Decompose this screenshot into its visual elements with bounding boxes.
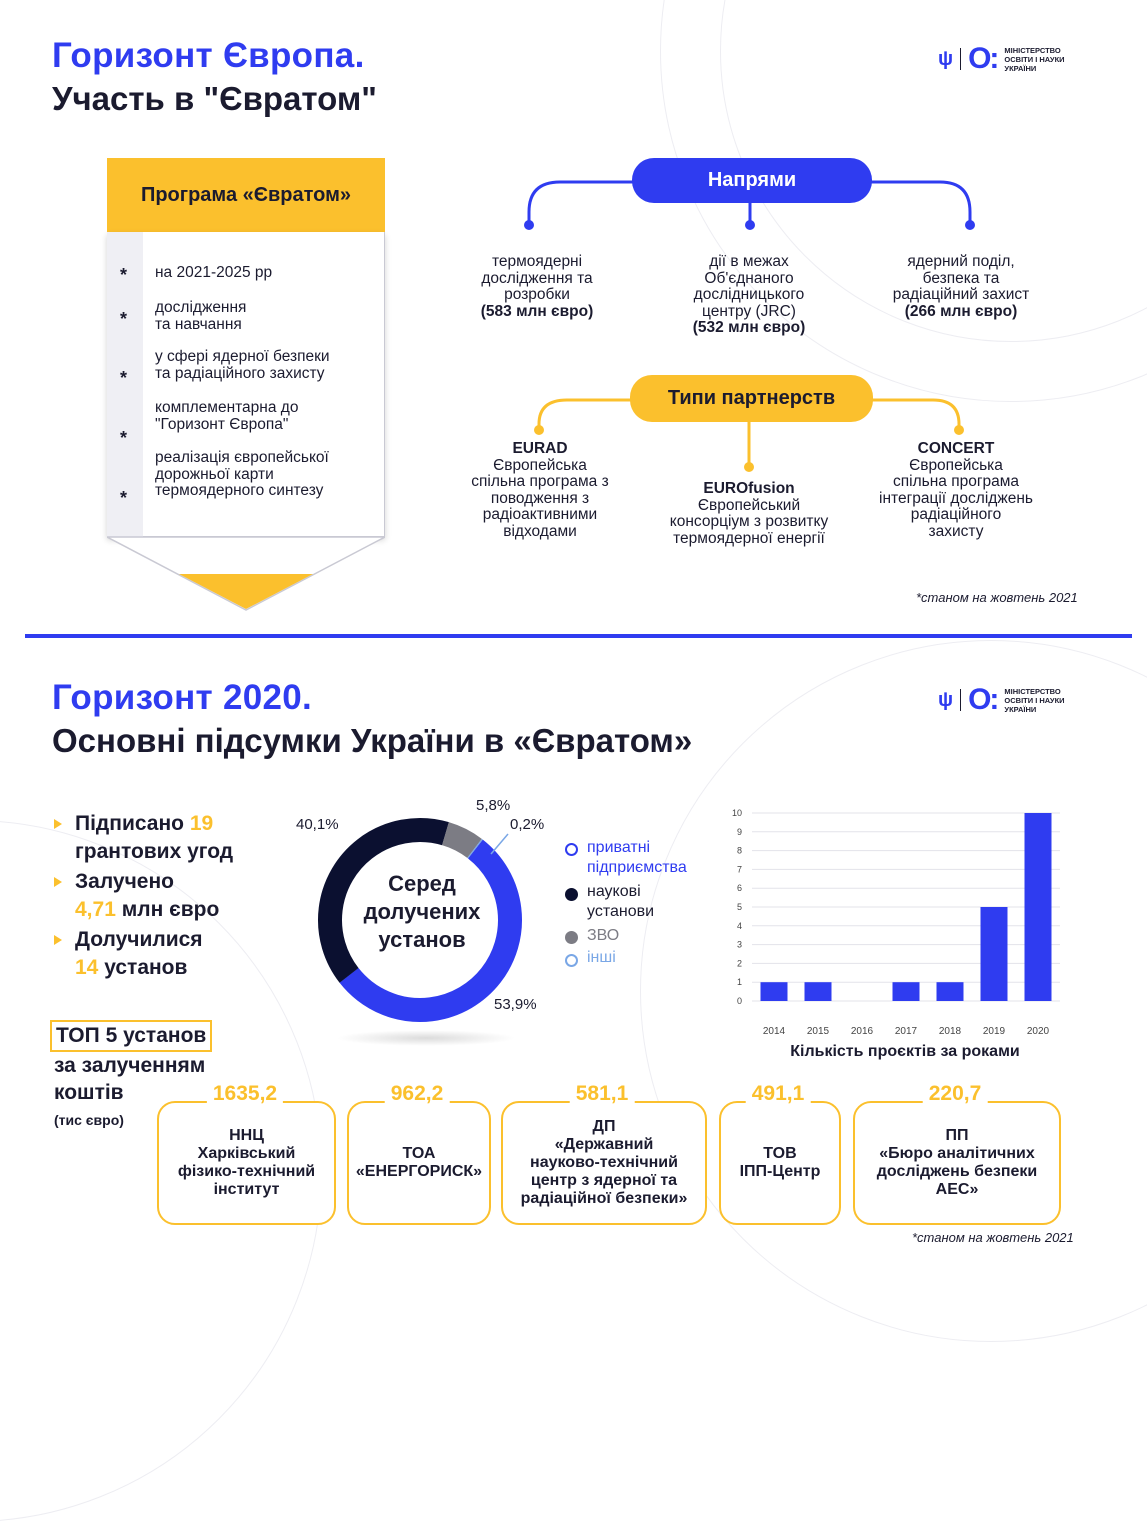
direction-item (664, 254, 834, 337)
partnership-text: Європейська спільна програма інтеграції досліджень радіаційного захисту (879, 456, 1033, 540)
logo-separator (960, 48, 961, 70)
x-tick-label: 2020 (1026, 1026, 1050, 1037)
partnership-item (646, 481, 852, 547)
bullet-star: * (120, 368, 128, 388)
program-item: дослідження та навчання (155, 299, 247, 333)
top5-subheading (54, 1052, 205, 1106)
partnership-item (858, 441, 1054, 540)
top5-card-value: 962,2 (385, 1082, 450, 1106)
program-item: реалізація європейської дорожньої карти термоядерного синтезу (155, 449, 329, 499)
program-heading: Програма «Євратом» (107, 158, 385, 232)
donut-leader-line (486, 830, 516, 860)
bar-chart-xlabel: Кількість проєктів за роками (790, 1043, 1020, 1060)
kpi-institutions (75, 926, 203, 982)
kpi-marker (54, 935, 62, 945)
direction-amount: (583 млн євро) (480, 302, 594, 320)
bar-chart (720, 800, 1070, 1050)
direction-amount: (266 млн євро) (904, 302, 1018, 320)
y-tick-label: 5 (736, 902, 742, 912)
bar-2020 (1025, 813, 1052, 1001)
partnership-text: Європейська спільна програма з поводження з радіоактивними відходами (471, 456, 609, 540)
logo-text-line: ОСВІТИ І НАУКИ (1004, 54, 1065, 64)
top5-card (157, 1101, 336, 1225)
partnerships-label: Типи партнерств (630, 375, 873, 422)
partnership-name: EURAD (512, 440, 568, 457)
kpi-value: 19 (189, 812, 214, 835)
partnership-name: EUROfusion (703, 480, 795, 497)
direction-text: термоядерні дослідження та розробки (481, 253, 593, 303)
bar-2014 (761, 982, 788, 1001)
kpi-text: грантових угод (75, 840, 234, 863)
x-tick-label: 2018 (938, 1026, 962, 1037)
legend-label: приватні підприємства (587, 839, 687, 876)
legend-dot (565, 888, 578, 901)
legend-dot (565, 843, 578, 856)
donut-center-line: установ (378, 927, 466, 952)
donut-center-line: долучених (363, 899, 481, 924)
y-tick-label: 2 (736, 958, 742, 969)
donut-label-science: 40,1% (296, 816, 339, 833)
partnership-item (452, 441, 628, 540)
donut-label-other: 0,2% (510, 816, 545, 833)
kpi-grants (75, 810, 233, 866)
logo-text-line: УКРАЇНИ (1004, 63, 1037, 73)
logo-text (1004, 687, 1064, 714)
kpi-value: 4,71 (75, 898, 116, 921)
direction-amount: (532 млн євро) (692, 319, 806, 336)
kpi-value: 14 (75, 956, 99, 979)
y-tick-label: 9 (736, 826, 742, 837)
logo-text-line: МІНІСТЕРСТВО (1004, 686, 1061, 696)
x-tick-label: 2015 (806, 1026, 830, 1037)
donut-shadow (336, 1030, 516, 1046)
partnership-text: Європейський консорціум з розвитку термоядерної енергії (669, 496, 829, 547)
legend-label: інші (587, 949, 616, 966)
y-tick-label: 0 (736, 996, 742, 1006)
kpi-text: Залучено (75, 870, 174, 893)
direction-item (452, 254, 622, 320)
kpi-text: млн євро (115, 898, 220, 921)
y-tick-label: 8 (736, 845, 742, 856)
direction-text: ядерний поділ, безпека та радіаційний захист (892, 253, 1030, 303)
top5-subheading-line: за залученням (54, 1054, 206, 1077)
logo-text-line: УКРАЇНИ (1004, 704, 1037, 714)
top5-card-name: ДП «Державний науково-технічний центр з ядерної та радіаційної безпеки» (520, 1118, 688, 1207)
top5-card-name: ННЦ Харківський фізико-технічний інститут (177, 1127, 316, 1198)
bullet-star: * (120, 309, 128, 329)
bar-2015 (805, 982, 832, 1001)
program-item: у сфері ядерної безпеки та радіаційного захисту (155, 348, 330, 382)
top5-card-name: ПП «Бюро аналітичних досліджень безпеки АЕС» (876, 1127, 1038, 1198)
y-tick-label: 3 (736, 939, 742, 950)
top5-subheading-line: коштів (54, 1081, 124, 1104)
top5-card (853, 1101, 1061, 1225)
logo-text-line: ОСВІТИ І НАУКИ (1004, 695, 1065, 705)
partnership-name: CONCERT (917, 440, 995, 457)
kpi-text: Долучилися (75, 928, 203, 951)
kpi-marker (54, 877, 62, 887)
program-item: комплементарна до "Горизонт Європа" (155, 399, 299, 433)
donut-label-private: 53,9% (494, 996, 537, 1013)
top5-card-name: ТОВ ІПП-Центр (739, 1145, 821, 1180)
x-tick-label: 2017 (894, 1026, 918, 1037)
top5-card (347, 1101, 491, 1225)
footnote: *станом на жовтень 2021 (916, 590, 1078, 605)
y-tick-label: 4 (736, 920, 742, 931)
top5-card-value: 220,7 (923, 1082, 988, 1106)
section-title-primary: Горизонт 2020. (52, 678, 313, 717)
program-arrow (107, 536, 385, 612)
bar-2017 (893, 982, 920, 1001)
y-tick-label: 1 (736, 977, 742, 988)
y-tick-label: 7 (736, 864, 742, 875)
x-tick-label: 2016 (850, 1026, 874, 1037)
top5-card (719, 1101, 841, 1225)
bullet-star: * (120, 488, 128, 508)
y-tick-label: 10 (731, 808, 742, 818)
ministry-logo (938, 683, 1065, 717)
section-title-secondary: Участь в "Євратом" (52, 80, 377, 117)
kpi-funds (75, 868, 219, 924)
section-divider (25, 634, 1132, 638)
ministry-logo (938, 42, 1065, 76)
donut-center-label (336, 870, 508, 954)
logo-separator (960, 689, 961, 711)
legend-dot (565, 954, 578, 967)
bullet-star: * (120, 265, 128, 285)
donut-label-universities: 5,8% (476, 797, 511, 814)
y-tick-label: 6 (736, 883, 742, 894)
bar-2019 (981, 907, 1008, 1001)
bar-2018 (937, 982, 964, 1001)
logo-mark: О: (968, 42, 998, 75)
section-title-primary: Горизонт Європа. (52, 36, 365, 75)
program-item: на 2021-2025 рр (155, 264, 273, 281)
logo-text-line: МІНІСТЕРСТВО (1004, 45, 1061, 55)
top5-card-value: 491,1 (746, 1082, 811, 1106)
legend-label: наукові установи (587, 883, 655, 920)
trident-icon: ψ (938, 688, 954, 711)
donut-center-line: Серед (388, 871, 456, 896)
directions-label: Напрями (632, 158, 872, 203)
trident-icon: ψ (938, 47, 954, 70)
kpi-text: установ (98, 956, 188, 979)
legend-label: ЗВО (587, 927, 620, 944)
top5-card-name: ТОА «ЕНЕРГОРИСК» (355, 1145, 483, 1180)
direction-text: дії в межах Об'єднаного дослідницького центру (JRC) (693, 253, 805, 320)
top5-unit: (тис євро) (54, 1112, 124, 1128)
kpi-marker (54, 819, 62, 829)
top5-heading: ТОП 5 установ (50, 1020, 212, 1052)
direction-item (866, 254, 1056, 320)
top5-card (501, 1101, 707, 1225)
x-tick-label: 2019 (982, 1026, 1006, 1037)
top5-card-value: 581,1 (570, 1082, 635, 1106)
logo-text (1004, 46, 1064, 73)
x-tick-label: 2014 (762, 1026, 786, 1037)
kpi-text: Підписано (75, 812, 190, 835)
legend-dot (565, 931, 578, 944)
footnote: *станом на жовтень 2021 (912, 1230, 1074, 1245)
top5-card-value: 1635,2 (207, 1082, 283, 1106)
bullet-star: * (120, 428, 128, 448)
logo-mark: О: (968, 683, 998, 716)
section-title-secondary: Основні підсумки України в «Євратом» (52, 722, 693, 759)
